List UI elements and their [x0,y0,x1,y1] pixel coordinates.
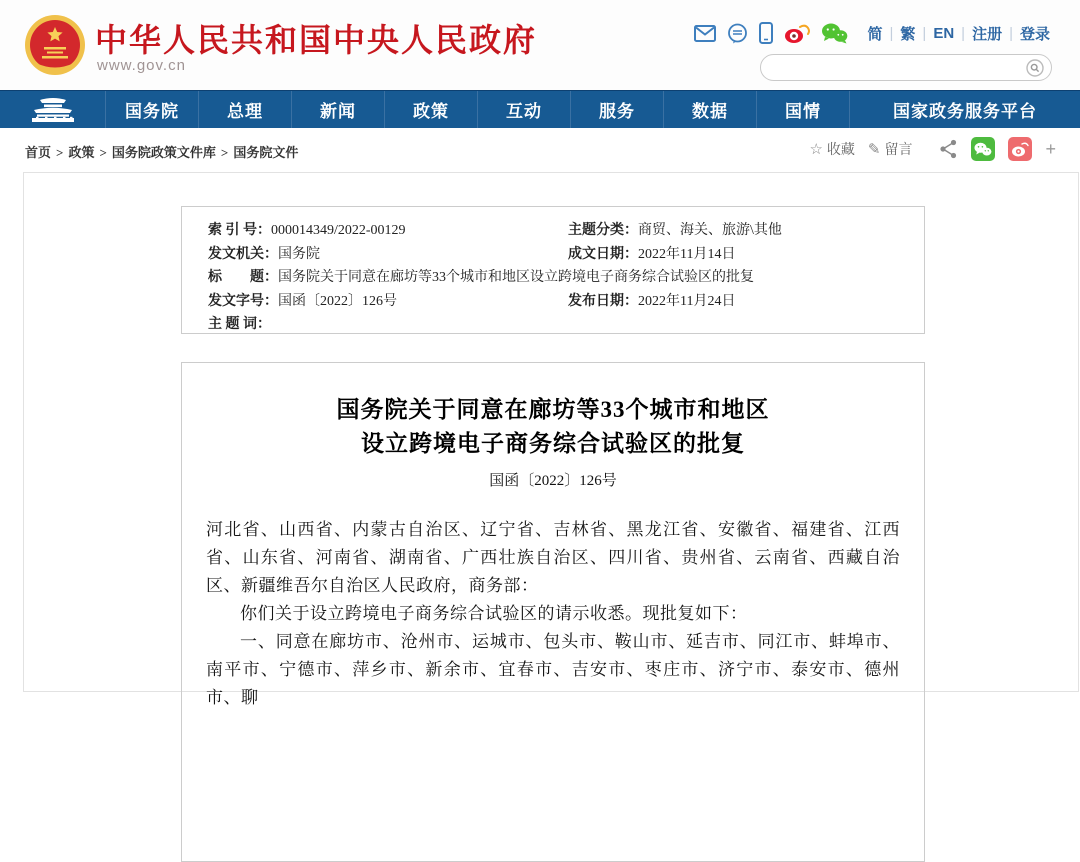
weibo-icon[interactable] [784,23,810,44]
search-bar [760,54,1052,81]
national-emblem-logo [24,13,86,77]
document-title-line1: 国务院关于同意在廊坊等33个城市和地区 [336,397,770,422]
weibo-icon [1011,142,1029,157]
nav-item-policy[interactable]: 政策 [384,91,477,128]
nav-item-national-conditions[interactable]: 国情 [756,91,849,128]
mail-icon[interactable] [694,25,716,42]
search-icon[interactable] [1026,59,1044,77]
document-metadata-table [181,206,925,334]
site-title: 中华人民共和国中央人民政府 [95,22,538,58]
header-utility-bar [694,22,1050,44]
meta-row-index [208,219,906,243]
breadcrumb-row [0,128,1080,172]
login-link[interactable]: 登录 [1019,25,1050,43]
share-nodes-icon [939,139,958,159]
document-content [181,362,925,862]
search-input[interactable] [761,55,1026,80]
lang-english-link[interactable]: EN [933,24,955,42]
breadcrumb-home[interactable]: 首页 [25,145,52,160]
breadcrumb-policy[interactable]: 政策 [68,145,95,160]
meta-value-issuing-agency: 国务院 [278,246,320,262]
meta-label-title: 标 题： [208,270,278,285]
comment-button[interactable]: ✎ 留言 [867,141,913,158]
nav-item-data[interactable]: 数据 [663,91,756,128]
nav-home-tiananmen-icon[interactable] [0,91,105,128]
breadcrumb-state-council-docs[interactable]: 国务院文件 [233,145,299,160]
nav-item-state-council[interactable]: 国务院 [105,91,198,128]
meta-row-keywords [208,313,906,337]
pencil-icon: ✎ [867,141,881,158]
meta-row-title [208,266,906,290]
meta-value-index-number: 000014349/2022-00129 [271,223,406,238]
nav-item-interaction[interactable]: 互动 [477,91,570,128]
wechat-icon [974,142,992,157]
paragraph-reply-intro: 你们关于设立跨境电子商务综合试验区的请示收悉。现批复如下： [240,604,748,623]
meta-value-doc-number: 国函〔2022〕126号 [278,293,397,309]
meta-value-publish-date: 2022年11月24日 [638,293,736,309]
meta-value-title: 国务院关于同意在廊坊等33个城市和地区设立跨境电子商务综合试验区的批复 [278,270,754,285]
document-number: 国函〔2022〕126号 [489,473,617,489]
more-share-button[interactable]: + [1045,138,1056,159]
breadcrumb: 首页 > 政策 > 国务院政策文件库 > 国务院文件 [25,145,299,160]
nav-item-gov-service-platform[interactable]: 国家政务服务平台 [849,91,1080,128]
content-container [23,172,1079,707]
mobile-icon[interactable] [759,22,773,44]
star-icon: ☆ [809,141,823,158]
paragraph-addressees: 河北省、山西省、内蒙古自治区、辽宁省、吉林省、黑龙江省、安徽省、福建省、江西省、山东省、河南省、湖南省、广西壮族自治区、四川省、贵州省、云南省、西藏自治区、新疆维吾尔自治区人民政府，商务部： [206,520,900,595]
register-link[interactable]: 注册 [972,25,1003,43]
document-title-line2: 设立跨境电子商务综合试验区的批复 [361,431,745,456]
nav-item-news[interactable]: 新闻 [291,91,384,128]
nav-item-services[interactable]: 服务 [570,91,663,128]
meta-label-doc-number: 发文字号： [208,293,278,309]
nav-item-premier[interactable]: 总理 [198,91,291,128]
meta-label-issuing-agency: 发文机关： [208,246,278,262]
breadcrumb-policy-library[interactable]: 国务院政策文件库 [111,145,216,160]
weibo-share-button[interactable] [1008,137,1032,161]
wechat-icon[interactable] [821,22,848,44]
lang-simplified-link[interactable]: 简 [867,25,883,43]
meta-label-written-date: 成文日期： [568,246,638,262]
language-account-links: 简 | 繁 | EN | 注册 | 登录 [867,24,1050,43]
meta-row-issuer [208,243,906,267]
document-body [206,516,900,712]
paragraph-city-list: 一、同意在廊坊市、沧州市、运城市、包头市、鞍山市、延吉市、同江市、蚌埠市、南平市、宁德市、萍乡市、新余市、宜春市、吉安市、枣庄市、济宁市、泰安市、德州市、聊 [206,632,900,707]
site-header [0,0,1080,90]
main-nav [0,90,1080,128]
meta-label-subject-category: 主题分类： [568,223,638,238]
document-title [206,393,900,461]
share-button[interactable] [939,139,958,159]
meta-label-index-number: 索 引 号： [208,223,271,238]
meta-row-doc-number [208,290,906,314]
message-bubble-icon[interactable] [727,23,748,44]
meta-value-written-date: 2022年11月14日 [638,246,736,262]
meta-value-subject-category: 商贸、海关、旅游\其他 [638,223,782,238]
favorite-button[interactable]: ☆ 收藏 [809,141,855,158]
lang-traditional-link[interactable]: 繁 [900,25,916,43]
meta-label-publish-date: 发布日期： [568,293,638,309]
meta-label-keywords: 主 题 词： [208,317,271,332]
site-url[interactable]: www.gov.cn [97,57,186,74]
page-tools [809,137,1056,161]
wechat-share-button[interactable] [971,137,995,161]
